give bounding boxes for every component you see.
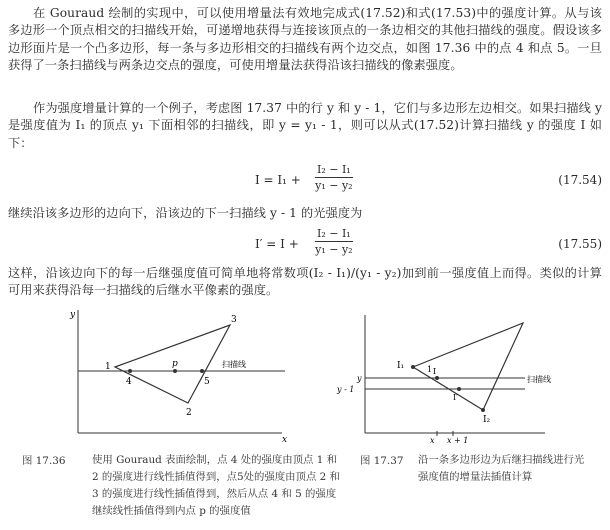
fig1-point-p <box>173 369 177 373</box>
eq2-fraction <box>315 226 353 258</box>
eq2-numerator: I₂ − I₁ <box>317 227 351 240</box>
eq1-lhs: I = I₁ + <box>255 173 301 187</box>
fig1-scanline-label: 扫描线 <box>222 360 246 369</box>
fig1-pp-label: p <box>172 359 178 369</box>
fig1-point-4 <box>128 369 132 373</box>
fig1-p4-label: 4 <box>126 377 132 387</box>
figure-17-36 <box>60 305 300 445</box>
fig1-caption: 使用 Gouraud 表面绘制，点 4 处的强度由顶点 1 和 2 的强度进行线性插值得到，点5处的强度由顶点 2 和 3 的强度进行线性插值得到，然后从点 4 和 5 的强度继续线性插值得到内点 p 的强度值 <box>92 454 340 517</box>
equation-17-54 <box>255 162 610 200</box>
paragraph-1: 在 Gouraud 绘制的实现中，可以使用增量法有效地完成式(17.52)和式(17.53)中的强度计算。从与该多边形一个顶点相交的扫描线开始，可递增地获得与连接该顶点的一条边相交的其他扫描线的强度。假设该多边形面片是一个凸多边形，每一条与多边形相交的扫描线有两个边交点，如图 17.36 中的点 4 和点 5。一旦获得了一条扫描线与两条边交点的强度，可使用增量法获得沿该扫描线的像素强度。 <box>8 6 602 73</box>
fig2-point-Iprime <box>457 387 461 391</box>
fig1-v2-label: 2 <box>186 408 192 418</box>
fig1-y-label: y <box>70 310 76 320</box>
fig2-caption: 沿一条多边形边为后继扫描线进行光强度值的增量法插值计算 <box>418 454 585 483</box>
eq1-denominator: y₁ − y₂ <box>315 179 353 192</box>
fig2-lI-label: I <box>433 367 437 376</box>
figure-17-37 <box>335 315 595 445</box>
fig2-point-2 <box>481 408 485 412</box>
fig2-lIp-label: I′ <box>453 393 458 402</box>
fig2-scanline-label: 扫描线 <box>527 375 551 384</box>
fig2-one-label: 1 <box>427 365 433 374</box>
paragraph-3: 继续沿该多边形的边向下，沿该边的下一扫描线 y - 1 的光强度为 <box>8 206 363 220</box>
fig2-y-label: y <box>357 374 362 383</box>
eq1-label: (17.54) <box>558 173 602 187</box>
fig2-xp1-label: x + 1 <box>447 436 469 445</box>
fig2-point-1 <box>411 365 415 369</box>
fig1-p5-label: 5 <box>204 377 210 387</box>
fig2-ym1-label: y - 1 <box>337 385 355 394</box>
fig2-caption-number: 图 17.37 <box>360 455 404 467</box>
eq2-label: (17.55) <box>558 237 602 251</box>
eq1-fraction <box>315 162 353 194</box>
fig1-caption-number: 图 17.36 <box>22 455 66 467</box>
fig2-x-label: x <box>430 436 435 445</box>
fig1-point-5 <box>200 369 204 373</box>
fig2-l2-label: I₂ <box>483 415 491 425</box>
fig1-v1-label: 1 <box>105 362 111 372</box>
fig1-v3-label: 3 <box>231 315 237 325</box>
paragraph-4: 这样，沿该边向下的每一后继强度值可简单地将常数项(I₂ - I₁)/(y₁ - y₂)加到前一强度值上而得。类似的计算可用来获得沿每一扫描线的后继水平像素的强度。 <box>8 266 602 298</box>
fig2-l1-label: I₁ <box>397 361 405 371</box>
fig1-x-label: x <box>282 435 288 445</box>
fig2-point-I <box>435 376 439 380</box>
eq1-numerator: I₂ − I₁ <box>317 163 351 176</box>
eq2-lhs: I′ = I + <box>255 237 299 251</box>
eq2-denominator: y₁ − y₂ <box>315 243 353 256</box>
equation-17-55 <box>255 226 610 264</box>
paragraph-2: 作为强度增量计算的一个例子，考虑图 17.37 中的行 y 和 y - 1，它们与多边形左边相交。如果扫描线 y 是强度值为 I₁ 的顶点 y₁ 下面相邻的扫描线，即 y = y₁ - 1，则可以从式(17.52)计算扫描线 y 的强度 I 如下： <box>8 101 602 150</box>
